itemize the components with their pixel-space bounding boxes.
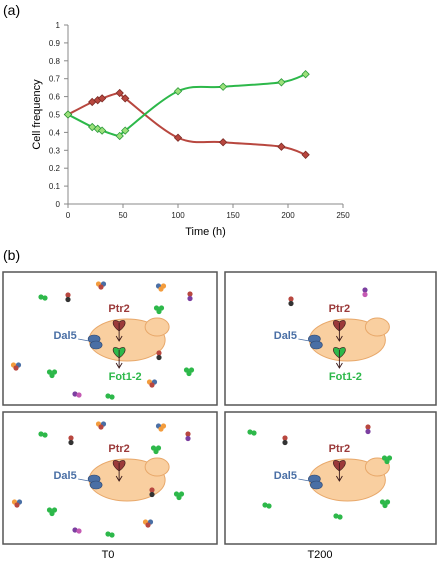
peptide-residue (362, 287, 367, 292)
peptide-residue (288, 296, 293, 301)
peptide-residue (187, 291, 192, 296)
peptide-residue (158, 426, 163, 431)
peptide-residue (68, 435, 73, 440)
y-tick-label: 0.5 (48, 110, 60, 120)
y-tick-label: 0.8 (48, 56, 60, 66)
peptide-residue (176, 495, 181, 500)
ptr2-label: Ptr2 (108, 443, 130, 455)
y-tick-label: 0.9 (48, 38, 60, 48)
peptide-residue (65, 297, 70, 302)
peptide-residue (282, 435, 287, 440)
peptide-residue (68, 440, 73, 445)
peptide-residue (156, 309, 161, 314)
peptide-residue (185, 436, 190, 441)
y-tick-label: 0 (55, 200, 60, 209)
schematic-box-3 (3, 412, 217, 544)
schematic-box-1 (3, 272, 217, 405)
x-tick-label: 200 (281, 211, 295, 220)
ptr2-label: Ptr2 (328, 443, 351, 455)
peptide-residue (266, 503, 271, 508)
y-axis-title: Cell frequency (31, 79, 43, 150)
dal5-label: Dal5 (273, 330, 298, 342)
peptide-residue (382, 503, 387, 508)
schematic-box-2 (225, 272, 436, 405)
peptide-residue (365, 429, 370, 434)
peptide-residue (251, 430, 256, 435)
peptide-residue (153, 449, 158, 454)
fot-label: Fot1-2 (328, 371, 362, 383)
peptide-residue (158, 286, 163, 291)
y-tick-label: 0.2 (48, 164, 60, 174)
y-tick-label: 1 (55, 21, 60, 30)
peptide-residue (145, 522, 150, 527)
peptide-residue (98, 284, 103, 289)
panel-b-label: (b) (3, 247, 21, 263)
y-tick-label: 0.3 (48, 146, 60, 156)
schematic-box-4 (225, 412, 436, 544)
peptide-residue (13, 365, 18, 370)
peptide-residue (76, 528, 81, 533)
peptide-residue (156, 350, 161, 355)
dal5-label: Dal5 (273, 470, 298, 482)
x-axis-title: Time (h) (185, 226, 226, 238)
caption-t200: T200 (307, 549, 333, 561)
x-tick-label: 0 (65, 211, 71, 220)
peptide-residue (187, 296, 192, 301)
peptide-residue (365, 424, 370, 429)
peptide-residue (49, 511, 54, 516)
peptide-residue (109, 394, 114, 399)
ptr2-label: Ptr2 (328, 303, 351, 315)
peptide-residue (98, 424, 103, 429)
peptide-residue (186, 371, 191, 376)
x-tick-label: 250 (336, 211, 350, 220)
x-tick-label: 100 (171, 211, 185, 220)
y-tick-label: 0.4 (48, 128, 60, 138)
peptide-residue (384, 459, 389, 464)
peptide-residue (14, 502, 19, 507)
peptide-residue (49, 373, 54, 378)
panel-a-label: (a) (3, 2, 21, 18)
peptide-residue (42, 432, 47, 437)
y-tick-label: 0.6 (48, 92, 60, 102)
peptide-residue (337, 514, 342, 519)
caption-t0: T0 (101, 549, 115, 561)
peptide-residue (149, 492, 154, 497)
fot-label: Fot1-2 (108, 371, 142, 383)
peptide-residue (288, 301, 293, 306)
x-tick-label: 150 (226, 211, 240, 220)
y-tick-label: 0.7 (48, 74, 60, 84)
peptide-residue (156, 355, 161, 360)
peptide-residue (149, 382, 154, 387)
peptide-residue (149, 487, 154, 492)
x-tick-label: 50 (118, 211, 128, 220)
peptide-residue (109, 532, 114, 537)
y-tick-label: 0.1 (48, 182, 60, 192)
ptr2-label: Ptr2 (108, 303, 130, 315)
peptide-residue (65, 292, 70, 297)
dal5-label: Dal5 (53, 470, 77, 482)
peptide-residue (282, 440, 287, 445)
peptide-residue (185, 431, 190, 436)
peptide-residue (42, 295, 47, 300)
peptide-residue (76, 392, 81, 397)
dal5-label: Dal5 (53, 330, 77, 342)
peptide-residue (362, 292, 367, 297)
